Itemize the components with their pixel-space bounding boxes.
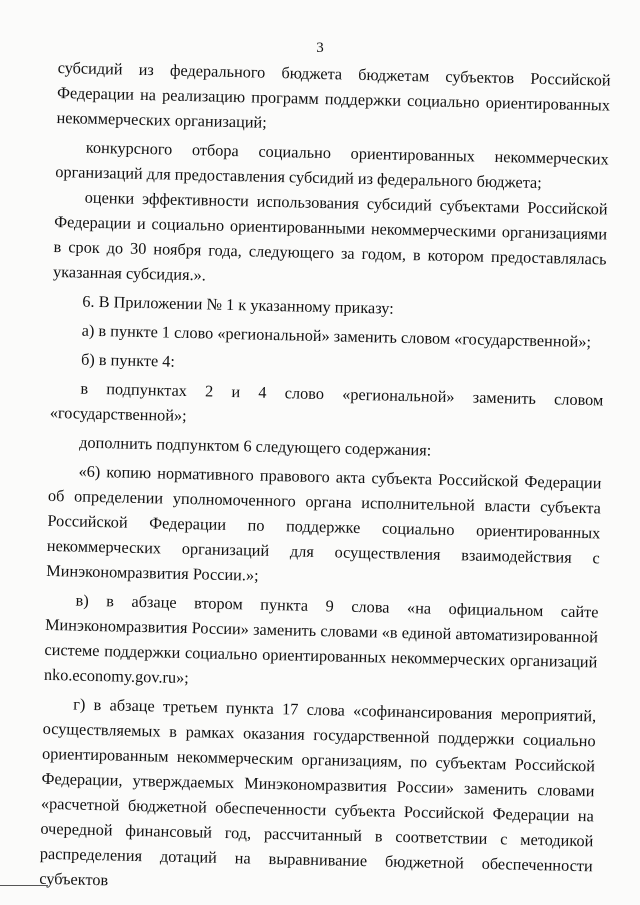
paragraph-item-b: б) в пункте 4: (80, 349, 176, 371)
footer-rule (0, 885, 48, 886)
paragraph-quote-subitem-6: «6) копию нормативного правового акта субъекта Российской Федерации об определении уполномоченного органа исполнительной власти субъекта Российской Федерации по поддержке социально ориентированных некоммерческих организаций для осуществления взаимодействия с Минэкономразвития России.»; (46, 461, 602, 585)
document-body (39, 55, 611, 903)
paragraph-competitive-selection: конкурсного отбора социально ориентированных некоммерческих организаций для предоставления субсидий из федерального бюджета; (55, 137, 609, 193)
paragraph-item-a: а) в пункте 1 слово «региональной» заменить словом «государственной»; (81, 320, 592, 352)
paragraph-add-subitem-6: дополнить подпунктом 6 следующего содержания: (79, 432, 432, 460)
paragraph-subitems-2-4: в подпунктах 2 и 4 слово «региональной» заменить словом «государственной»; (49, 378, 604, 426)
paragraph-item-g: г) в абзаце третьем пункта 17 слова «софинансирования мероприятий, осуществляемых в рамках оказания государственной поддержки социально ориентированным некоммерческим организациям, по субъектам Российской Федерации, утверждаемых Минэкономразвития России» заменить словами «расчетной бюджетной обеспеченности субъекта Российской Федерации на очередной финансовый год, рассчитанный в соответствии с методикой распределения дотаций на выравнивание бюджетной обеспеченности субъектов (39, 694, 597, 890)
paragraph-item-6: 6. В Приложении № 1 к указанному приказу: (82, 291, 394, 318)
paragraph-subsidies-budgets: субсидий из федерального бюджета бюджетам субъектов Российской Федерации на реализацию программ поддержки социально ориентированных некоммерческих организаций; (56, 57, 611, 132)
page-number: 3 (316, 40, 324, 56)
paragraph-efficiency-evaluation: оценки эффективности использования субсидий субъектами Российской Федерации и социально ориентированными некоммерческими организациями в срок до 30 ноября года, следующего за годом, в котором предоставлялась указанная субсидия.». (52, 187, 608, 285)
paragraph-item-v: в) в абзаце втором пункта 9 слова «на официальном сайте Минэкономразвития России» заменить словами «в единой автоматизированной системе поддержки социально ориентированных некоммерческих организаций nko.economy.gov.ru»; (43, 590, 599, 688)
